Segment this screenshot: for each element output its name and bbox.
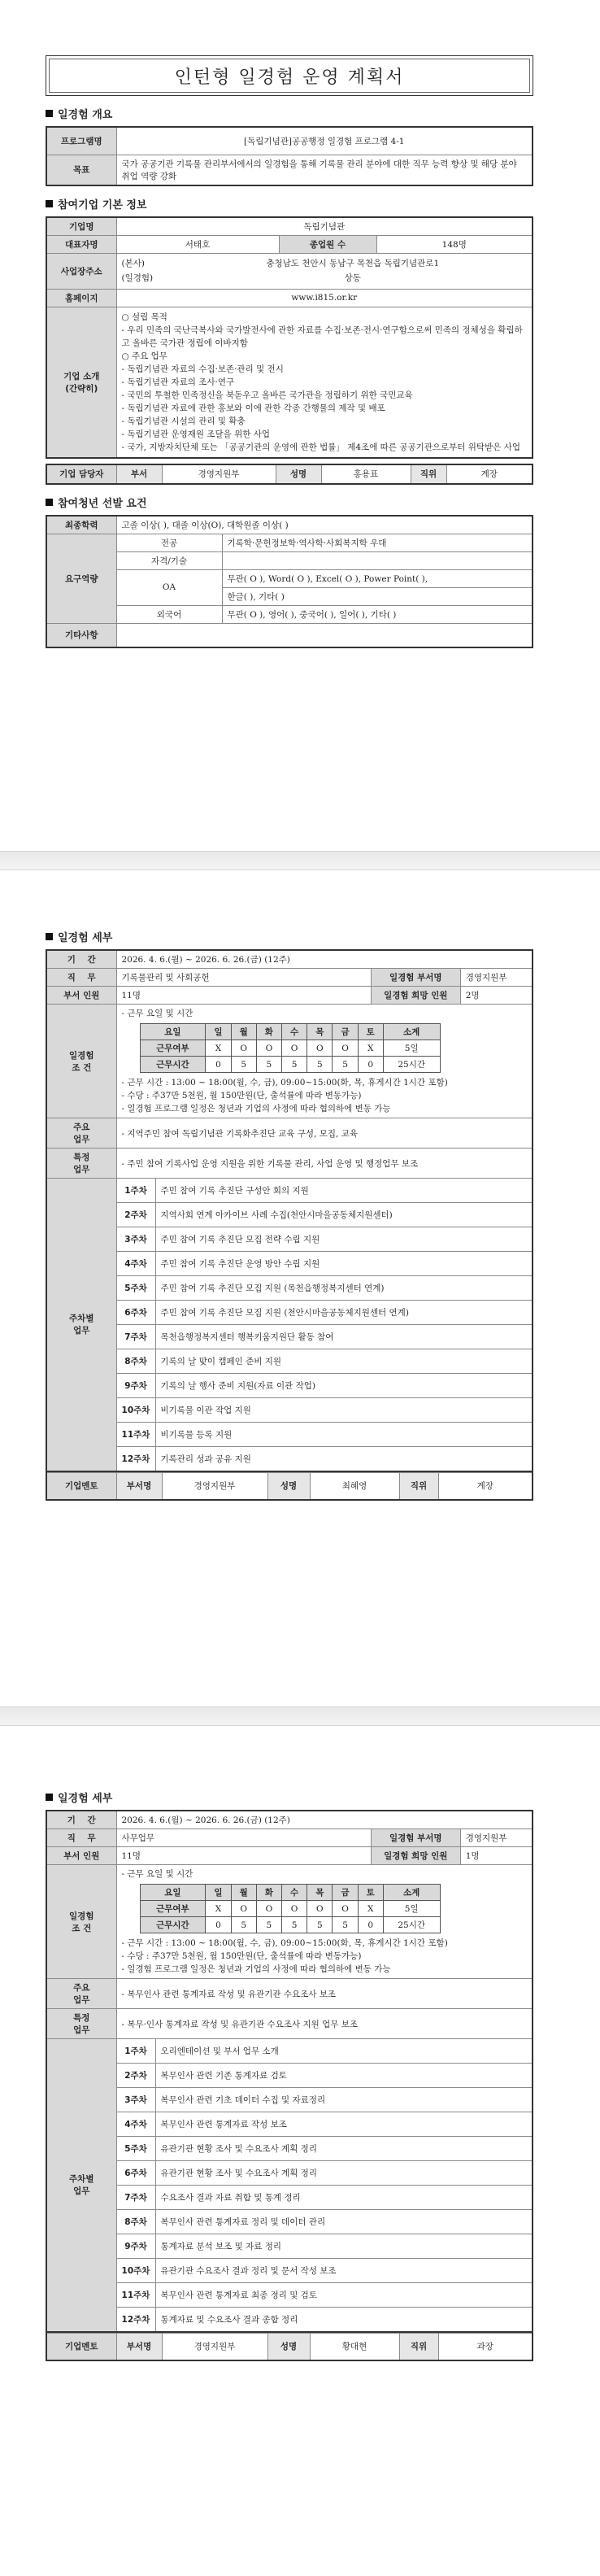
desired-count-label: 일경험 희망 인원	[371, 1847, 460, 1865]
condition-value: - 근무 요일 및 시간 요일 일 월 화 수 목 금 토 소계 근무여부 X O O O O O X 5일 근무시간 0 5 5 5 5 5 0 25시간 - 근무 시간 : 13:00 ~ 18:00(월, 수, 금), 09:00~15:00(화, 목, 휴게시간 1시간 포함) - 수당 : 주37만 5천원, 월 150만원(단, 출석률에 따라 변동가능) - 일경험 프로그램 일정은 청년과 기업의 사정에 따라 협의하에 변동 가능	[116, 1865, 533, 1979]
page-separator	[0, 851, 600, 870]
week-label: 2주차	[116, 1203, 155, 1227]
homepage-value: www.i815.or.kr	[116, 289, 533, 307]
requirements-table	[46, 515, 533, 649]
week-label: 11주차	[116, 2283, 155, 2308]
contact-table	[46, 464, 533, 485]
language-label: 외국어	[116, 605, 222, 623]
week-label: 11주차	[116, 1423, 155, 1447]
week-task: 통계자료 및 수요조사 결과 종합 정리	[155, 2308, 533, 2332]
square-bullet-icon	[46, 499, 53, 506]
week-task: 지역사회 연계 아카이브 사례 수집(천안시마을공동체지원센터)	[155, 1203, 533, 1227]
period-value: 2026. 4. 6.(월) ~ 2026. 6. 26.(금) (12주)	[116, 950, 533, 969]
document-title-box	[46, 55, 533, 96]
week-task: 통계자료 분석 보조 및 자료 정리	[155, 2234, 533, 2259]
week-task: 목천읍행정복지센터 행복키움지원단 활동 참여	[155, 1325, 533, 1349]
week-task: 주민 참여 기록 추진단 모집 지원 (목천읍행정복지센터 연계)	[155, 1276, 533, 1301]
staff-value: 11명	[116, 987, 371, 1005]
contact-label: 기업 담당자	[46, 464, 116, 484]
week-label: 1주차	[116, 2039, 155, 2064]
week-task: 유관기관 현황 조사 및 수요조사 계획 정리	[155, 2161, 533, 2186]
mentor-position-label: 직위	[399, 1472, 438, 1500]
condition-label: 일경험 조 건	[46, 1005, 116, 1118]
week-label: 7주차	[116, 2186, 155, 2210]
detail-table-2	[46, 1810, 533, 2333]
week-label: 3주차	[116, 1227, 155, 1252]
week-label: 3주차	[116, 2088, 155, 2112]
competency-label: 요구역량	[46, 534, 116, 623]
language-value: 무관( O ), 영어( ), 중국어( ), 일어( ), 기타( )	[222, 605, 533, 623]
detail-table-1	[46, 949, 533, 1472]
condition-value: - 근무 요일 및 시간 요일 일 월 화 수 목 금 토 소계 근무여부 X O O O O O X 5일 근무시간 0 5 5 5 5 5 0 25시간 - 근무 시간 : 13:00 ~ 18:00(월, 수, 금), 09:00~15:00(화, 목, 휴게시간 1시간 포함) - 수당 : 주37만 5천원, 월 150만원(단, 출석률에 따라 변동가능) - 일경험 프로그램 일정은 청년과 기업의 사정에 따라 협의하에 변동 가능	[116, 1005, 533, 1118]
address-label: 사업장주소	[46, 253, 116, 289]
week-label: 4주차	[116, 2112, 155, 2137]
week-task: 기록의 날 맞이 캠페인 준비 지원	[155, 1349, 533, 1374]
mentor-name-label: 성명	[267, 2333, 310, 2360]
cert-label: 자격/기술	[116, 551, 222, 569]
mentor-table-2	[46, 2333, 533, 2362]
homepage-label: 홈페이지	[46, 289, 116, 307]
section-overview-heading: 일경험 개요	[46, 106, 533, 121]
mentor-dept-value: 경영지원부	[162, 1472, 267, 1500]
week-label: 8주차	[116, 2210, 155, 2234]
goal-value: 국가 공공기관 기록물 관리부서에서의 일경험을 통해 기록물 관리 분야에 대한 직무 능력 향상 및 해당 분야 취업 역량 강화	[116, 155, 533, 185]
page-1	[46, 55, 533, 648]
mentor-name-value: 황대현	[310, 2333, 399, 2360]
week-label: 9주차	[116, 2234, 155, 2259]
main-duty-label: 주요 업무	[46, 1118, 116, 1149]
employees-value: 148명	[376, 235, 533, 253]
overview-table	[46, 126, 533, 186]
special-duty-value: - 복무·인사 통계자료 작성 및 유관기관 수요조사 지원 업무 보조	[116, 2009, 533, 2039]
square-bullet-icon	[46, 110, 53, 117]
main-duty-label: 주요 업무	[46, 1979, 116, 2009]
week-label: 9주차	[116, 1374, 155, 1398]
week-task: 주민 참여 기록 추진단 모집 전략 수립 지원	[155, 1227, 533, 1252]
mentor-name-label: 성명	[267, 1472, 310, 1500]
employees-label: 종업원 수	[279, 235, 376, 253]
page-separator	[0, 1706, 600, 1726]
dept-value: 경영지원부	[460, 1829, 533, 1847]
week-task: 복무인사 관련 통계자료 정리 및 데이터 관리	[155, 2210, 533, 2234]
square-bullet-icon	[46, 933, 53, 940]
week-label: 7주차	[116, 1325, 155, 1349]
etc-label: 기타사항	[46, 623, 116, 647]
intro-label: 기업 소개 (간략히)	[46, 307, 116, 458]
week-task: 복무인사 관련 기초 데이터 수집 및 자료정리	[155, 2088, 533, 2112]
schedule-table: 요일 일 월 화 수 목 금 토 소계 근무여부 X O O O O O X 5일 근무시간 0 5 5 5 5 5 0 25시간	[140, 1023, 441, 1073]
week-task: 기록의 날 행사 준비 지원(자료 이관 작업)	[155, 1374, 533, 1398]
special-duty-label: 특정 업무	[46, 1149, 116, 1179]
oa-value-line2: 한글( ), 기타( )	[222, 587, 533, 605]
mentor-position-value: 과장	[438, 2333, 533, 2360]
etc-value	[116, 623, 533, 647]
duty-label: 직 무	[46, 1829, 116, 1847]
dept-label: 일경험 부서명	[371, 1829, 460, 1847]
main-duty-value: - 지역주민 참여 독립기념관 기록화추진단 교육 구성, 모집, 교육	[116, 1118, 533, 1149]
week-label: 12주차	[116, 1447, 155, 1471]
dept-label: 일경험 부서명	[371, 969, 460, 987]
mentor-table-1	[46, 1472, 533, 1502]
company-table	[46, 216, 533, 459]
contact-name-value: 홍용표	[321, 464, 411, 484]
education-value: 고졸 이상( ), 대졸 이상(O), 대학원졸 이상( )	[116, 516, 533, 534]
week-task: 유관기관 수요조사 결과 정리 및 문서 작성 보조	[155, 2259, 533, 2283]
week-label: 6주차	[116, 1301, 155, 1325]
week-task: 기록관리 성과 공유 지원	[155, 1447, 533, 1471]
desired-count-value: 2명	[460, 987, 533, 1005]
week-label: 4주차	[116, 1252, 155, 1276]
major-value: 기록학·문헌정보학·역사학·사회복지학 우대	[222, 534, 533, 551]
section-company-heading: 참여기업 기본 정보	[46, 196, 533, 211]
week-label: 8주차	[116, 1349, 155, 1374]
contact-position-value: 계장	[446, 464, 533, 484]
period-label: 기 간	[46, 950, 116, 969]
week-label: 1주차	[116, 1179, 155, 1203]
week-task: 복무인사 관련 기존 통계자료 검토	[155, 2064, 533, 2088]
program-value: [독립기념관]공공행정 일경험 프로그램 4-1	[116, 127, 533, 155]
week-label: 12주차	[116, 2308, 155, 2332]
program-label: 프로그램명	[46, 127, 116, 155]
company-value: 독립기념관	[116, 217, 533, 236]
schedule-table: 요일 일 월 화 수 목 금 토 소계 근무여부 X O O O O O X 5일 근무시간 0 5 5 5 5 5 0 25시간	[140, 1884, 441, 1933]
week-task: 오리엔테이션 및 부서 업무 소개	[155, 2039, 533, 2064]
week-label: 10주차	[116, 2259, 155, 2283]
square-bullet-icon	[46, 200, 53, 207]
week-label: 2주차	[116, 2064, 155, 2088]
week-label: 5주차	[116, 1276, 155, 1301]
page-3	[46, 1789, 533, 2361]
company-label: 기업명	[46, 217, 116, 236]
week-task: 비기록물 이관 작업 지원	[155, 1398, 533, 1423]
section-detail-heading-1: 일경험 세부	[46, 929, 533, 944]
mentor-dept-label: 부서명	[116, 2333, 162, 2360]
desired-count-label: 일경험 희망 인원	[371, 987, 460, 1005]
week-task: 주민 참여 기록 추진단 운영 방안 수립 지원	[155, 1252, 533, 1276]
section-requirements-heading: 참여청년 선발 요건	[46, 495, 533, 510]
special-duty-value: - 주민 참여 기록사업 운영 지원을 위한 기록물 관리, 사업 운영 및 행정업무 보조	[116, 1149, 533, 1179]
intro-value: ○ 설립 목적 - 우리 민족의 국난극복사와 국가발전사에 관한 자료를 수집·보존·전시·연구함으로써 민족의 정체성을 확립하고 올바른 국가관 정립에 이바지함 ○ 주요 업무 - 독립기념관 자료의 수집·보존·관리 및 전시 - 독립기념관 자료의 조사·연구 - 국민의 투철한 민족정신을 북돋우고 올바른 국가관을 정립하기 위한 국민교육 - 독립기념관 자료에 관한 홍보와 이에 관한 각종 간행물의 제작 및 배포 - 독립기념관 시설의 관리 및 확충 - 독립기념관 운영재원 조달을 위한 사업 - 국가, 지방자치단체 또는 「공공기관의 운영에 관한 법률」 제4조에 따른 공공기관으로부터 위탁받은 사업	[116, 307, 533, 458]
week-task: 복무인사 관련 통계자료 작성 보조	[155, 2112, 533, 2137]
mentor-position-label: 직위	[399, 2333, 438, 2360]
staff-label: 부서 인원	[46, 987, 116, 1005]
week-task: 주민 참여 기록 추진단 구성안 회의 지원	[155, 1179, 533, 1203]
mentor-position-value: 계장	[438, 1472, 533, 1500]
special-duty-label: 특정 업무	[46, 2009, 116, 2039]
week-task: 주민 참여 기록 추진단 모집 지원 (천안시마을공동체지원센터 연계)	[155, 1301, 533, 1325]
weekly-label: 주차별 업무	[46, 2039, 116, 2332]
address-value: (본사) 충청남도 천안시 동남구 목천읍 독립기념관로1 (일경험) 상동	[116, 253, 533, 289]
education-label: 최종학력	[46, 516, 116, 534]
section-detail-heading-2: 일경험 세부	[46, 1789, 533, 1805]
week-task: 복무인사 관련 통계자료 최종 정리 및 검토	[155, 2283, 533, 2308]
weekly-label: 주차별 업무	[46, 1179, 116, 1471]
document-title: 인턴형 일경험 운영 계획서	[174, 67, 405, 88]
cert-value	[222, 551, 533, 569]
week-label: 6주차	[116, 2161, 155, 2186]
week-task: 비기록물 등록 지원	[155, 1423, 533, 1447]
oa-label: OA	[116, 569, 222, 605]
main-duty-value: - 복무인사 관련 통계자료 작성 및 유관기관 수요조사 보조	[116, 1979, 533, 2009]
contact-position-label: 직위	[411, 464, 446, 484]
oa-value-line1: 무관( O ), Word( O ), Excel( O ), Power Point( ),	[222, 569, 533, 587]
period-label: 기 간	[46, 1811, 116, 1829]
duty-label: 직 무	[46, 969, 116, 987]
staff-label: 부서 인원	[46, 1847, 116, 1865]
mentor-label: 기업멘토	[46, 1472, 116, 1500]
square-bullet-icon	[46, 1794, 53, 1801]
condition-label: 일경험 조 건	[46, 1865, 116, 1979]
mentor-label: 기업멘토	[46, 2333, 116, 2360]
major-label: 전공	[116, 534, 222, 551]
contact-name-label: 성명	[276, 464, 321, 484]
mentor-name-value: 최혜영	[310, 1472, 399, 1500]
contact-dept-value: 경영지원부	[162, 464, 276, 484]
page-2	[46, 929, 533, 1501]
duty-value: 기록물관리 및 사회공헌	[116, 969, 371, 987]
period-value: 2026. 4. 6.(월) ~ 2026. 6. 26.(금) (12주)	[116, 1811, 533, 1829]
desired-count-value: 1명	[460, 1847, 533, 1865]
contact-dept-label: 부서	[116, 464, 162, 484]
dept-value: 경영지원부	[460, 969, 533, 987]
goal-label: 목표	[46, 155, 116, 185]
staff-value: 11명	[116, 1847, 371, 1865]
ceo-label: 대표자명	[46, 235, 116, 253]
mentor-dept-label: 부서명	[116, 1472, 162, 1500]
week-label: 5주차	[116, 2137, 155, 2161]
mentor-dept-value: 경영지원부	[162, 2333, 267, 2360]
ceo-value: 서태호	[116, 235, 279, 253]
week-label: 10주차	[116, 1398, 155, 1423]
week-task: 유관기관 현황 조사 및 수요조사 계획 정리	[155, 2137, 533, 2161]
week-task: 수요조사 결과 자료 취합 및 통계 정리	[155, 2186, 533, 2210]
duty-value: 사무업무	[116, 1829, 371, 1847]
